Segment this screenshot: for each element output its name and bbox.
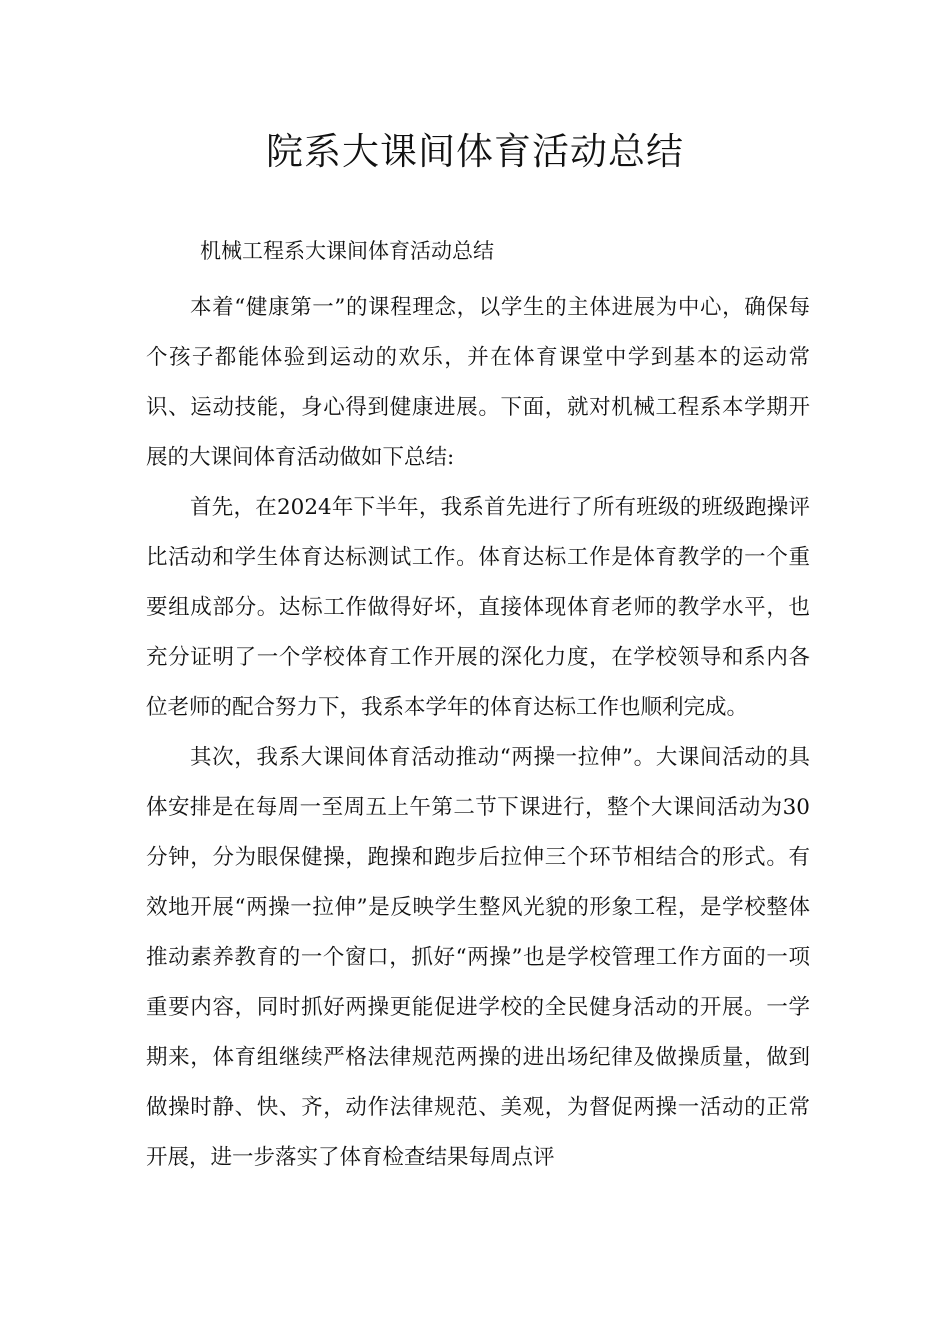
document-title: 院系大课间体育活动总结 [266,130,684,173]
paragraph-intro: 本着“健康第一”的课程理念，以学生的主体进展为中心，确保每个孩子都能体验到运动的欢乐，并在体育课堂中学到基本的运动常识、运动技能，身心得到健康进展。下面，就对机械工程系本学期开展的大课间体育活动做如下总结: [146,295,810,470]
document-body [146,283,810,1183]
paragraph-second: 其次，我系大课间体育活动推动“两操一拉伸”。大课间活动的具体安排是在每周一至周五上午第二节下课进行，整个大课间活动为30分钟，分为眼保健操，跑操和跑步后拉伸三个环节相结合的形式。有效地开展“两操一拉伸”是反映学生整风光貌的形象工程，是学校整体推动素养教育的一个窗口，抓好“两操”也是学校管理工作方面的一项重要内容，同时抓好两操更能促进学校的全民健身活动的开展。一学期来，体育组继续严格法律规范两操的进出场纪律及做操质量，做到做操时静、快、齐，动作法律规范、美观，为督促两操一活动的正常开展，进一步落实了体育检查结果每周点评 [146,745,810,1170]
document-subtitle: 机械工程系大课间体育活动总结 [200,239,494,263]
paragraph-first: 首先，在2024年下半年，我系首先进行了所有班级的班级跑操评比活动和学生体育达标测试工作。体育达标工作是体育教学的一个重要组成部分。达标工作做得好坏，直接体现体育老师的教学水平，也充分证明了一个学校体育工作开展的深化力度，在学校领导和系内各位老师的配合努力下，我系本学年的体育达标工作也顺利完成。 [146,495,810,720]
